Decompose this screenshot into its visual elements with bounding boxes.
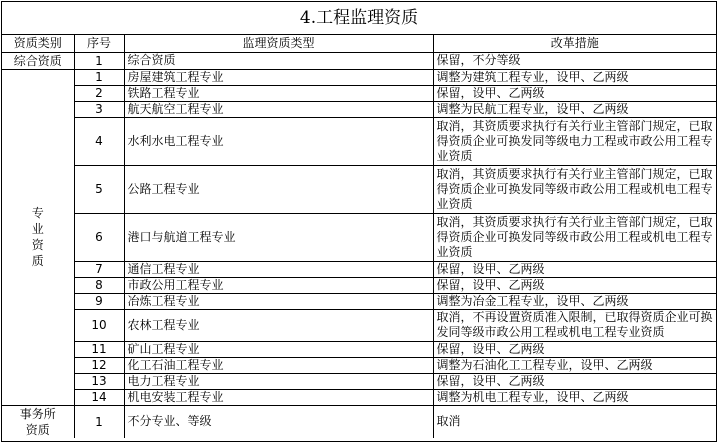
row-type: 铁路工程专业 [124,85,433,101]
row-type: 矿山工程专业 [124,341,433,357]
table-row [2,277,716,293]
row-type: 航天航空工程专业 [124,101,433,117]
table-row [2,213,716,261]
row-number: 9 [74,293,124,309]
row-type: 市政公用工程专业 [124,277,433,293]
category-firm: 事务所 资质 [2,405,74,438]
row-number: 6 [74,213,124,261]
row-measure: 调整为建筑工程专业，设甲、乙两级 [433,69,716,85]
row-type: 房屋建筑工程专业 [124,69,433,85]
header-row [2,35,716,52]
row-measure: 取消，其资质要求执行有关行业主管部门规定，已取得资质企业可换发同等级市政公用工程或机电工程专业资质 [433,213,716,261]
row-measure: 取消，不再设置资质准入限制，已取得资质企业可换发同等级市政公用工程或机电工程专业资质 [433,309,716,341]
row-number: 13 [74,373,124,389]
row-number: 2 [74,85,124,101]
table-row [2,405,716,438]
row-number: 11 [74,341,124,357]
row-type: 综合资质 [124,52,433,69]
row-type: 机电安装工程专业 [124,389,433,405]
row-type: 冶炼工程专业 [124,293,433,309]
table-row [2,117,716,165]
table-row [2,389,716,405]
header-measure: 改革措施 [433,35,716,52]
row-measure: 保留，设甲、乙两级 [433,277,716,293]
row-measure: 调整为机电工程专业，设甲、乙两级 [433,389,716,405]
row-measure: 调整为冶金工程专业，设甲、乙两级 [433,293,716,309]
category-comprehensive: 综合资质 [2,52,74,69]
category-professional: 专 业 资 质 [2,69,74,405]
header-type: 监理资质类型 [124,35,433,52]
header-category: 资质类别 [2,35,74,52]
table-row [2,341,716,357]
table-body [2,52,716,438]
row-type: 水利水电工程专业 [124,117,433,165]
row-type: 化工石油工程专业 [124,357,433,373]
row-measure: 取消 [433,405,716,438]
row-measure: 保留，设甲、乙两级 [433,85,716,101]
row-measure: 调整为民航工程专业，设甲、乙两级 [433,101,716,117]
row-number: 5 [74,165,124,213]
row-type: 公路工程专业 [124,165,433,213]
qualification-table-panel [1,1,717,442]
row-number: 3 [74,101,124,117]
row-measure: 保留，设甲、乙两级 [433,373,716,389]
table-title: 4.工程监理资质 [2,2,716,35]
table-row [2,357,716,373]
row-number: 10 [74,309,124,341]
row-type: 农林工程专业 [124,309,433,341]
row-measure: 保留，设甲、乙两级 [433,261,716,277]
row-measure: 保留，设甲、乙两级 [433,341,716,357]
row-number: 1 [74,52,124,69]
table-row [2,293,716,309]
table-row [2,69,716,85]
row-measure: 取消，其资质要求执行有关行业主管部门规定，已取得资质企业可换发同等级电力工程或市政公用工程专业资质 [433,117,716,165]
table-row [2,85,716,101]
table-row [2,52,716,69]
row-type: 港口与航道工程专业 [124,213,433,261]
row-type: 不分专业、等级 [124,405,433,438]
table-row [2,165,716,213]
qualification-table [2,35,716,438]
row-number: 7 [74,261,124,277]
table-row [2,261,716,277]
table-row [2,373,716,389]
header-number: 序号 [74,35,124,52]
row-number: 12 [74,357,124,373]
row-number: 1 [74,69,124,85]
row-measure: 调整为石油化工工程专业，设甲、乙两级 [433,357,716,373]
table-row [2,101,716,117]
row-measure: 取消，其资质要求执行有关行业主管部门规定，已取得资质企业可换发同等级市政公用工程或机电工程专业资质 [433,165,716,213]
row-number: 8 [74,277,124,293]
row-number: 14 [74,389,124,405]
row-measure: 保留，不分等级 [433,52,716,69]
row-number: 1 [74,405,124,438]
row-type: 电力工程专业 [124,373,433,389]
row-number: 4 [74,117,124,165]
table-row [2,309,716,341]
row-type: 通信工程专业 [124,261,433,277]
